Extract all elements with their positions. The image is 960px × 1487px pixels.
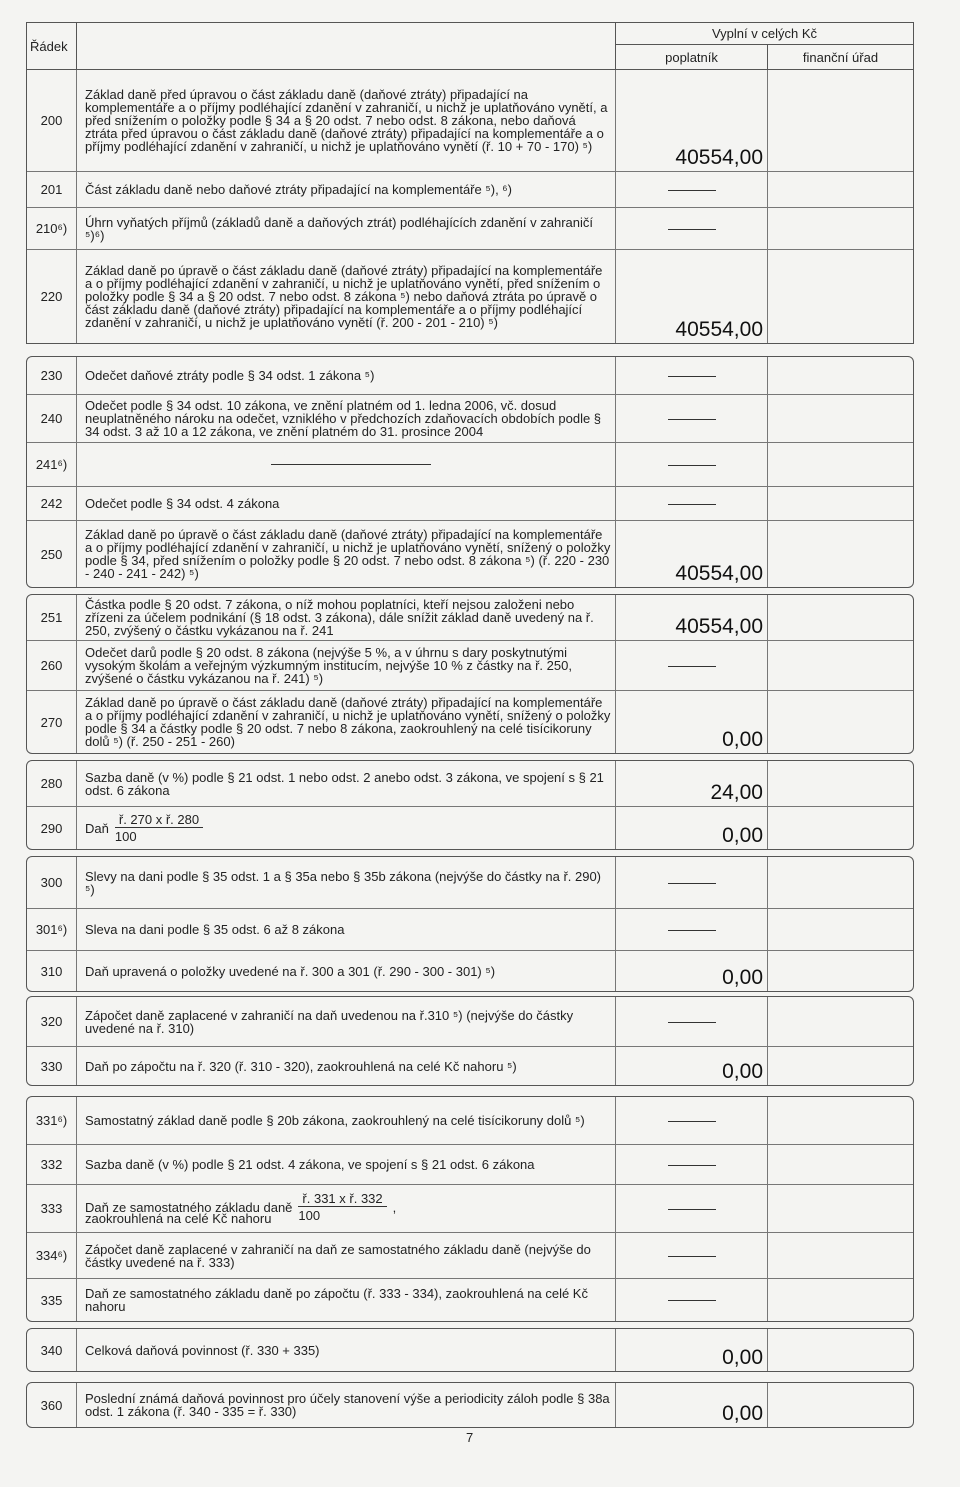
empty-dash [668,1022,716,1023]
fraction [298,1192,386,1222]
row-text: Celková daňová povinnost (ř. 330 + 335) [85,1342,320,1358]
row-number: 251 [27,595,77,640]
value-financni-urad [767,1279,913,1321]
row-text: Odečet darů podle § 20 odst. 8 zákona (nejvýše 5 %, a v úhrnu s dary poskytnutými vysokým školám a veřejným výzkumným institucím, nejvýše 10 % z částky na ř. 250, zvýšené o částku vykázanou na ř. 241) ⁵) [85,645,572,686]
row-text: Daň ze samostatného základu daně po zápočtu (ř. 333 - 334), zaokrouhlená na celé Kč nahoru [85,1286,588,1314]
table-row-334 [27,1233,913,1279]
table-row-300 [27,857,913,909]
header-financni-urad: finanční úřad [767,45,913,69]
row-number: 220 [27,250,77,343]
table-row-330 [27,1047,913,1085]
row-text: Základ daně po úpravě o část základu daně (daňové ztráty) připadající na komplementáře a o příjmy podléhající zdanění v zahraničí, u nichž je uplatňováno vynětí, snížený o položky podle § 34, před snížením o položky podle § 20 odst. 7 nebo odst. 8 zákona ⁵) (ř. 220 - 230 - 240 - 241 - 242) ⁵) [85,527,611,581]
tail-comma: , [392,1199,397,1215]
empty-dash [668,504,716,505]
table-row-331 [27,1097,913,1145]
table-row-251 [27,595,913,641]
row-number: 210⁶) [27,208,77,249]
value-financni-urad [767,1145,913,1184]
table-row-240 [27,395,913,443]
row-number: 270 [27,691,77,753]
value-financni-urad [767,761,913,806]
value-poplatnik[interactable] [615,1383,767,1427]
amount: 40554,00 [675,562,763,585]
value-poplatnik[interactable] [615,70,767,171]
amount: 0,00 [722,728,763,751]
row-text [85,1185,611,1232]
value-poplatnik[interactable] [615,595,767,640]
value-poplatnik[interactable] [615,691,767,753]
section-group-1 [26,69,914,344]
row-text [85,807,611,849]
value-financni-urad [767,1383,913,1427]
table-row-340 [27,1329,913,1371]
empty-dash [668,1300,716,1301]
row-number: 340 [27,1329,77,1371]
section-group-2 [26,356,914,588]
empty-dash [668,883,716,884]
row-text: Slevy na dani podle § 35 odst. 1 a § 35a nebo § 35b zákona (nejvýše do částky na ř. 290) ⁵) [85,868,602,897]
header-poplatnik: poplatník [615,45,767,69]
row-number: 301⁶) [27,909,77,950]
fraction-denominator: 100 [114,829,137,844]
row-text: Daň upravená o položky uvedené na ř. 300 a 301 (ř. 290 - 300 - 301) ⁵) [85,963,496,979]
value-financni-urad [767,857,913,908]
value-financni-urad [767,1329,913,1371]
table-row-360 [27,1383,913,1427]
amount: 40554,00 [675,318,763,341]
value-financni-urad [767,395,913,442]
table-row-241 [27,443,913,487]
value-financni-urad [767,1047,913,1085]
row-number: 241⁶) [27,443,77,486]
value-poplatnik[interactable] [615,997,767,1046]
row-text: Daň po zápočtu na ř. 320 (ř. 310 - 320), zaokrouhlená na celé Kč nahoru ⁵) [85,1058,517,1074]
row-number: 290 [27,807,77,849]
row-number: 250 [27,521,77,587]
value-financni-urad [767,487,913,520]
row-number: 280 [27,761,77,806]
amount: 0,00 [722,824,763,847]
row-number: 201 [27,172,77,207]
value-financni-urad [767,951,913,991]
row-number: 334⁶) [27,1233,77,1278]
table-row-310 [27,951,913,991]
amount: 40554,00 [675,615,763,638]
value-financni-urad [767,807,913,849]
value-poplatnik[interactable] [615,357,767,394]
value-financni-urad [767,1233,913,1278]
empty-dash [668,930,716,931]
fraction-numerator: ř. 270 x ř. 280 [115,813,203,828]
fraction [115,813,203,843]
amount: 0,00 [722,966,763,989]
row-number: 300 [27,857,77,908]
value-poplatnik[interactable] [615,951,767,991]
amount: 24,00 [710,781,763,804]
value-financni-urad [767,208,913,249]
header-radek: Řádek [27,23,77,69]
amount: 0,00 [722,1346,763,1369]
value-financni-urad [767,357,913,394]
row-text: Zápočet daně zaplacené v zahraničí na daň ze samostatného základu daně (nejvýše do částky uvedené na ř. 333) [85,1241,591,1270]
value-poplatnik[interactable] [615,857,767,908]
row-number: 331⁶) [27,1097,77,1144]
page-number: 7 [466,1430,474,1445]
value-financni-urad [767,1097,913,1144]
value-financni-urad [767,443,913,486]
row-number: 260 [27,641,77,690]
row-text: Základ daně po úpravě o část základu daně (daňové ztráty) připadající na komplementáře a o příjmy podléhající zdanění v zahraničí, u nichž je uplatňováno vynětí, před snížením o položky podle § 34 a § 20 odst. 7 nebo odst. 8 zákona ⁵) nebo daňová ztráta po úpravě o část základu daně (daňové ztráty) připadající na komplementáře a o příjmy podléhající zdanění v zahraničí, u nichž je uplatňováno vynětí (ř. 200 - 201 - 210) ⁵) [85,263,603,330]
row-number: 330 [27,1047,77,1085]
row-text: Samostatný základ daně podle § 20b zákona, zaokrouhlený na celé tisícikoruny dolů ⁵) [85,1113,585,1128]
section-group-4 [26,760,914,850]
value-poplatnik[interactable] [615,807,767,849]
value-poplatnik[interactable] [615,250,767,343]
value-poplatnik[interactable] [615,909,767,950]
amount: 40554,00 [675,146,763,169]
empty-dash [668,376,716,377]
value-financni-urad [767,691,913,753]
value-poplatnik[interactable] [615,1047,767,1085]
value-financni-urad [767,70,913,171]
row-number: 320 [27,997,77,1046]
table-row-333 [27,1185,913,1233]
row-number: 242 [27,487,77,520]
value-poplatnik[interactable] [615,521,767,587]
blank-line [271,464,431,465]
row-text: Sazba daně (v %) podle § 21 odst. 4 zákona, ve spojení s § 21 odst. 6 zákona [85,1157,535,1172]
value-poplatnik[interactable] [615,208,767,249]
value-poplatnik[interactable] [615,395,767,442]
value-poplatnik[interactable] [615,761,767,806]
row-text: Část základu daně nebo daňové ztráty připadající na komplementáře ⁵), ⁶) [85,182,512,197]
row-text: Základ daně po úpravě o část základu daně (daňové ztráty) připadající na komplementáře a o příjmy podléhající zdanění v zahraničí, u nichž je uplatňováno vynětí, snížený o položky podle § 34 a částky podle § 20 odst. 7 nebo 8 zákona, zaokrouhlený na celé tisícikoruny dolů ⁵) (ř. 250 - 251 - 260) [85,695,611,749]
value-financni-urad [767,250,913,343]
section-group-6 [26,996,914,1086]
value-financni-urad [767,641,913,690]
section-group-5 [26,856,914,992]
value-poplatnik[interactable] [615,487,767,520]
value-poplatnik[interactable] [615,1233,767,1278]
value-poplatnik[interactable] [615,1145,767,1184]
table-row-270 [27,691,913,753]
row-number: 360 [27,1383,77,1427]
value-poplatnik[interactable] [615,443,767,486]
row-number: 200 [27,70,77,171]
row-number: 240 [27,395,77,442]
empty-dash [668,1256,716,1257]
table-header [26,22,914,70]
value-financni-urad [767,172,913,207]
section-group-3 [26,594,914,754]
table-row-210 [27,208,913,250]
value-poplatnik[interactable] [615,1329,767,1371]
row-text: Odečet podle § 34 odst. 4 zákona [85,496,280,511]
row-number: 310 [27,951,77,991]
fraction-denominator: 100 [298,1208,321,1223]
value-poplatnik[interactable] [615,172,767,207]
text-b: zaokrouhlená na celé Kč nahoru [85,1211,272,1226]
amount: 0,00 [722,1402,763,1425]
row-text: Sleva na dani podle § 35 odst. 6 až 8 zákona [85,922,345,937]
value-financni-urad [767,521,913,587]
row-text: Poslední známá daňová povinnost pro účely stanovení výše a periodicity záloh podle § 38a odst. 1 zákona (ř. 340 - 335 = ř. 330) [85,1391,610,1419]
row-text: Sazba daně (v %) podle § 21 odst. 1 nebo odst. 2 anebo odst. 3 zákona, ve spojení s § 21 odst. 6 zákona [85,769,604,798]
table-row-280 [27,761,913,807]
empty-dash [668,419,716,420]
empty-dash [668,1165,716,1166]
amount: 0,00 [722,1060,763,1083]
fraction-numerator: ř. 331 x ř. 332 [298,1192,386,1207]
value-financni-urad [767,595,913,640]
value-poplatnik[interactable] [615,1097,767,1144]
value-financni-urad [767,909,913,950]
row-number: 332 [27,1145,77,1184]
value-poplatnik[interactable] [615,1279,767,1321]
table-row-320 [27,997,913,1047]
empty-dash [668,229,716,230]
row-text: Úhrn vyňatých příjmů (základů daně a daňových ztrát) podléhajících zdanění v zahraničí ⁵)⁶) [85,214,593,243]
row-number: 333 [27,1185,77,1232]
section-group-7 [26,1096,914,1322]
text-a: Daň ze samostatného základu daně [85,1199,293,1215]
table-row-332 [27,1145,913,1185]
table-row-260 [27,641,913,691]
empty-dash [668,1209,716,1210]
value-financni-urad [767,997,913,1046]
header-vyplni: Vyplní v celých Kč [615,23,913,45]
row-text: Odečet daňové ztráty podle § 34 odst. 1 zákona ⁵) [85,368,375,383]
row-text: Částka podle § 20 odst. 7 zákona, o níž mohou poplatníci, kteří nejsou založeni nebo zřízeni za účelem podnikání (§ 18 odst. 3 zákona), dále snížit základ daně uvedený na ř. 250, zvýšený o částku vykázanou na ř. 241 [85,597,594,638]
empty-dash [668,666,716,667]
row-text: Základ daně před úpravou o část základu daně (daňové ztráty) připadající na komplementáře a o příjmy podléhající zdanění v zahraničí, u nichž je uplatňováno vynětí, a před snížením o položky podle § 34 a § 20 odst. 7 nebo odst. 8 zákona, nebo daňová ztráta před úpravou o část základu daně (daňové ztráty) připadající na komplementáře a o příjmy podléhající zdanění v zahraničí, u nichž je uplatňováno vynětí (ř. 10 + 70 - 170) ⁵) [85,87,608,154]
empty-dash [668,190,716,191]
table-row-290 [27,807,913,849]
table-row-230 [27,357,913,395]
table-row-242 [27,487,913,521]
table-row-301 [27,909,913,951]
empty-dash [668,465,716,466]
dan-label: Daň [85,820,109,836]
section-group-8 [26,1328,914,1372]
row-text: Odečet podle § 34 odst. 10 zákona, ve znění platném od 1. ledna 2006, vč. dosud neuplatněného nároku na odečet, vzniklého v předchozích zdaňovacích obdobích podle § 34 odst. 3 až 10 a 12 zákona, ve znění platném do 31. prosince 2004 [85,398,602,439]
value-financni-urad [767,1185,913,1232]
table-row-200 [27,70,913,172]
table-row-201 [27,172,913,208]
row-text [85,443,611,486]
section-group-9 [26,1382,914,1428]
table-row-250 [27,521,913,587]
table-row-220 [27,250,913,343]
empty-dash [668,1121,716,1122]
value-poplatnik[interactable] [615,1185,767,1232]
row-text: Zápočet daně zaplacené v zahraničí na daň uvedenou na ř.310 ⁵) (nejvýše do částky uvedené na ř. 310) [85,1007,574,1036]
row-number: 230 [27,357,77,394]
value-poplatnik[interactable] [615,641,767,690]
row-number: 335 [27,1279,77,1321]
table-row-335 [27,1279,913,1321]
